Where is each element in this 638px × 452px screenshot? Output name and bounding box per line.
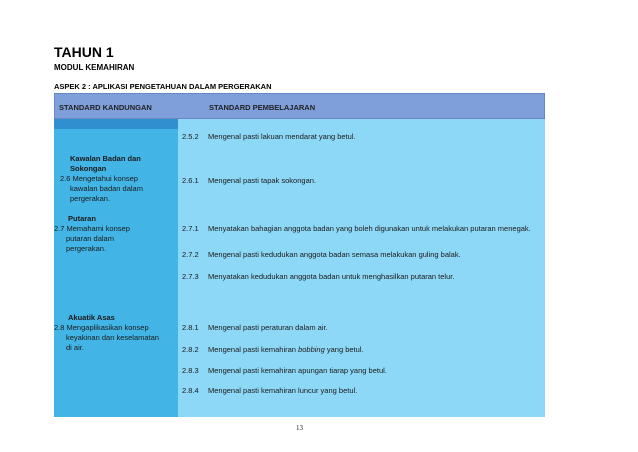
- topic-line: kawalan badan dalam: [70, 184, 143, 193]
- item-text: Mengenal pasti peraturan dalam air.: [208, 323, 328, 332]
- item-text: [208, 345, 538, 355]
- item-text: Mengenal pasti lakuan mendarat yang betul.: [208, 132, 356, 141]
- item-text: Menyatakan kedudukan anggota badan untuk menghasilkan putaran telur.: [208, 272, 455, 281]
- item-code: 2.8.4: [182, 386, 199, 395]
- item-code: 2.6.1: [182, 176, 199, 185]
- topic-line: keyakinan dan keselamatan: [66, 333, 159, 342]
- topic-line: 2.7 Memahami konsep: [54, 224, 130, 233]
- item-code: 2.7.3: [182, 272, 199, 281]
- item-text: Menyatakan bahagian anggota badan yang boleh digunakan untuk melakukan putaran menegak.: [208, 224, 531, 233]
- item-code: 2.7.2: [182, 250, 199, 259]
- topic-heading: Akuatik Asas: [68, 313, 115, 322]
- item-text: Mengenal pasti tapak sokongan.: [208, 176, 316, 185]
- item-text-post: yang betul.: [324, 345, 364, 354]
- topic-akuatik-asas: [54, 313, 178, 353]
- topic-line: pergerakan.: [66, 244, 107, 253]
- module-subtitle: MODUL KEMAHIRAN: [54, 63, 135, 72]
- item-text: Mengenal pasti kedudukan anggota badan semasa melakukan guling balak.: [208, 250, 461, 259]
- topic-heading: Kawalan Badan dan: [70, 154, 141, 163]
- content-standard-column-top: [54, 119, 178, 129]
- item-text-emphasis: bobbing: [298, 345, 325, 354]
- item-code: 2.8.3: [182, 366, 199, 375]
- topic-heading-cont: Sokongan: [70, 164, 107, 173]
- item-code: 2.5.2: [182, 132, 199, 141]
- topic-putaran: [54, 214, 178, 254]
- page-number: 13: [296, 424, 303, 432]
- topic-line: di air.: [66, 343, 84, 352]
- topic-heading: Putaran: [68, 214, 96, 223]
- item-code: 2.7.1: [182, 224, 199, 233]
- topic-line: putaran dalam: [66, 234, 114, 243]
- topic-kawalan-badan: [56, 154, 178, 204]
- item-code: 2.8.1: [182, 323, 199, 332]
- header-standard-kandungan: STANDARD KANDUNGAN: [59, 103, 152, 112]
- item-code: 2.8.2: [182, 345, 199, 354]
- table-header: [54, 93, 545, 119]
- item-text-pre: Mengenal pasti kemahiran: [208, 345, 299, 354]
- header-standard-pembelajaran: STANDARD PEMBELAJARAN: [209, 103, 316, 112]
- topic-line: pergerakan.: [70, 194, 111, 203]
- page-title: TAHUN 1: [54, 44, 114, 60]
- topic-line: 2.6 Mengetahui konsep: [60, 174, 138, 183]
- item-text: Mengenal pasti kemahiran apungan tiarap yang betul.: [208, 366, 387, 375]
- item-text: Mengenal pasti kemahiran luncur yang betul.: [208, 386, 358, 395]
- aspect-heading: ASPEK 2 : APLIKASI PENGETAHUAN DALAM PERGERAKAN: [54, 82, 272, 91]
- topic-line: 2.8 Mengaplikasikan konsep: [54, 323, 149, 332]
